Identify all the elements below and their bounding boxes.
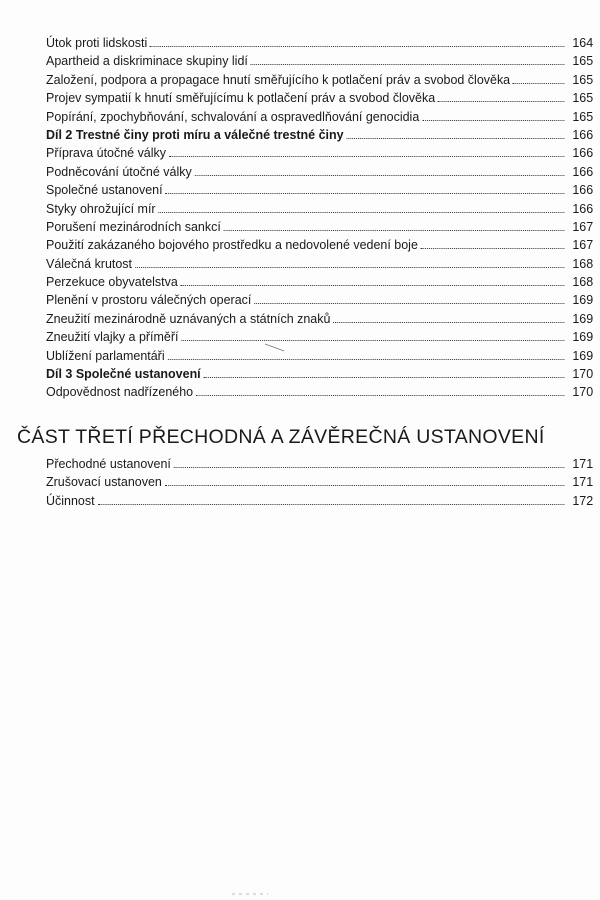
dot-leader <box>204 377 565 378</box>
toc-entry-title: Zneužití mezinárodně uznávaných a státních znaků <box>46 310 331 326</box>
toc-entry <box>46 200 593 218</box>
dot-leader <box>196 395 564 396</box>
toc-entry-page: 168 <box>572 255 594 271</box>
dot-leader <box>168 359 565 360</box>
toc-entry-title: Zneužití vlajky a příměří <box>46 329 179 345</box>
toc-entry <box>46 52 593 70</box>
toc-entry <box>46 218 593 236</box>
toc-entry-title: Účinnost <box>46 492 95 508</box>
toc-entry-page: 169 <box>572 310 594 326</box>
toc-division-heading <box>46 365 593 383</box>
toc-entry-page: 169 <box>572 292 594 308</box>
dot-leader <box>97 504 564 505</box>
toc-entry-title: Díl 2 Trestné činy proti míru a válečné trestné činy <box>46 126 344 142</box>
toc-entry-page: 166 <box>572 163 594 179</box>
toc-entry <box>46 347 593 365</box>
toc-entry-page: 169 <box>572 329 594 345</box>
dot-leader <box>251 64 565 65</box>
toc-entry <box>46 455 593 473</box>
dot-leader <box>421 248 565 249</box>
toc-entry <box>46 89 593 107</box>
dot-leader <box>158 212 564 213</box>
toc-entry-page: 170 <box>572 384 594 400</box>
toc-entry-page: 166 <box>572 145 594 161</box>
toc-entry-page: 166 <box>572 126 594 142</box>
toc-entry-title: Přechodné ustanovení <box>46 456 171 471</box>
toc-entry-page: 171 <box>572 474 594 490</box>
toc-entry-page: 167 <box>572 237 594 253</box>
toc-entry-page: 171 <box>572 456 594 471</box>
toc-entry-title: Díl 3 Společné ustanovení <box>46 366 201 382</box>
toc-entry-page: 172 <box>572 492 594 508</box>
toc-entry-title: Použití zakázaného bojového prostředku a nedovolené vedení boje <box>46 237 418 253</box>
toc-entry <box>46 34 593 52</box>
toc-entry-title: Podněcování útočné války <box>46 163 192 179</box>
toc-entry-page: 169 <box>572 347 594 363</box>
toc-entry-page: 170 <box>572 366 594 382</box>
toc-entry-title: Styky ohrožující mír <box>46 200 156 216</box>
dot-leader <box>165 193 564 194</box>
toc-entry-title: Společné ustanovení <box>46 182 163 198</box>
toc-entry-page: 166 <box>572 200 594 216</box>
toc-section-part-two <box>46 34 594 402</box>
toc-entry-title: Apartheid a diskriminace skupiny lidí <box>46 53 248 69</box>
toc-entry-page: 165 <box>572 71 594 87</box>
toc-entry <box>46 236 593 254</box>
toc-entry <box>46 71 593 89</box>
dot-leader <box>422 120 564 121</box>
dot-leader <box>181 285 565 286</box>
toc-entry <box>46 328 593 346</box>
toc-entry <box>46 473 593 491</box>
toc-entry-title: Příprava útočné války <box>46 145 167 161</box>
part-heading: ČÁST TŘETÍ PŘECHODNÁ A ZÁVĚREČNÁ USTANOVENÍ <box>17 426 545 448</box>
dot-leader <box>513 83 564 84</box>
dot-leader <box>165 485 565 486</box>
dot-leader <box>150 46 564 47</box>
dot-leader <box>135 267 564 268</box>
dot-leader <box>174 467 565 468</box>
dot-leader <box>438 101 564 102</box>
toc-entry <box>46 108 593 126</box>
toc-entry <box>46 310 593 328</box>
dot-leader <box>333 322 564 323</box>
toc-entry <box>46 181 593 199</box>
toc-entry <box>46 383 593 401</box>
toc-entry-title: Zrušovací ustanoven <box>46 474 162 490</box>
toc-entry-title: Odpovědnost nadřízeného <box>46 384 194 400</box>
toc-entry-page: 168 <box>572 274 594 290</box>
toc-entry-title: Plenění v prostoru válečných operací <box>46 292 252 308</box>
toc-entry-title: Porušení mezinárodních sankcí <box>46 218 221 234</box>
toc-entry <box>46 492 593 510</box>
dot-leader <box>346 138 564 139</box>
toc-entry-page: 167 <box>572 218 594 234</box>
toc-entry <box>46 291 593 309</box>
toc-entry-title: Projev sympatií k hnutí směřujícímu k potlačení práv a svobod člověka <box>46 90 436 106</box>
toc-entry-page: 166 <box>572 182 594 198</box>
toc-entry-title: Perzekuce obyvatelstva <box>46 274 178 290</box>
toc-entry <box>46 144 593 162</box>
toc-division-heading <box>46 126 593 144</box>
stray-pen-mark <box>264 342 286 352</box>
toc-entry-page: 165 <box>572 53 594 69</box>
dot-leader <box>169 156 565 157</box>
toc-entry-title: Válečná krutost <box>46 255 133 271</box>
toc-entry-page: 165 <box>572 108 594 124</box>
toc-entry <box>46 163 593 181</box>
toc-entry-title: Útok proti lidskosti <box>46 35 148 50</box>
toc-entry-page: 165 <box>572 90 594 106</box>
dot-leader <box>254 303 564 304</box>
dot-leader <box>195 175 565 176</box>
toc-entry-title: Založení, podpora a propagace hnutí směřujícího k potlačení práv a svobod člověka <box>46 71 511 87</box>
toc-entry <box>46 255 593 273</box>
scan-smudge <box>232 892 268 896</box>
toc-entry-page: 164 <box>572 35 594 50</box>
toc-section-part-three <box>46 455 594 510</box>
dot-leader <box>224 230 565 231</box>
toc-entry-title: Ublížení parlamentáři <box>46 347 165 363</box>
dot-leader <box>181 340 564 341</box>
toc-entry <box>46 273 593 291</box>
toc-entry-title: Popírání, zpochybňování, schvalování a ospravedlňování genocidia <box>46 108 420 124</box>
